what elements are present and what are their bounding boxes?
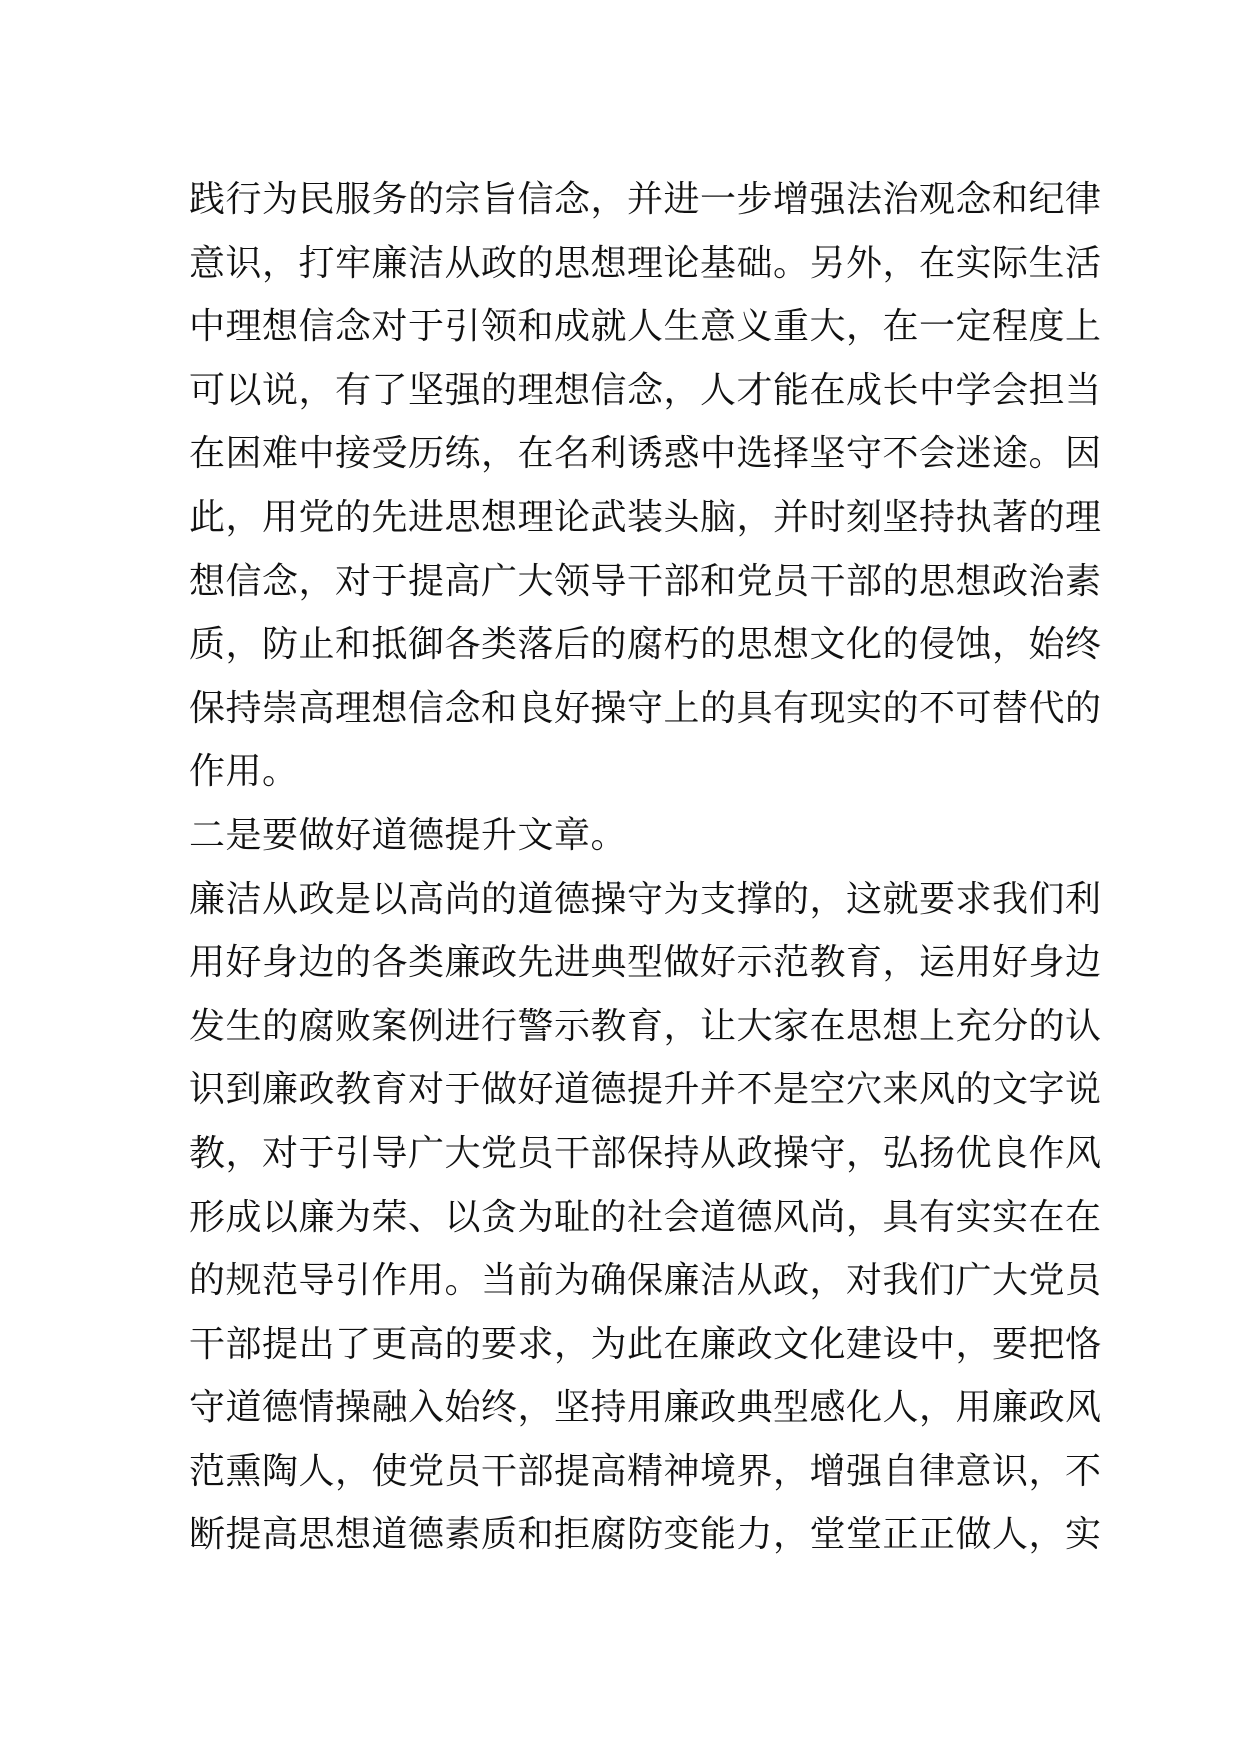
text-line: 意识，打牢廉洁从政的思想理论基础。另外，在实际生活 — [189, 242, 1102, 284]
text-line: 发生的腐败案例进行警示教育，让大家在思想上充分的认 — [189, 1005, 1102, 1047]
text-line: 廉洁从政是以高尚的道德操守为支撑的，这就要求我们利 — [189, 878, 1102, 920]
text-line: 想信念，对于提高广大领导干部和党员干部的思想政治素 — [189, 560, 1102, 602]
text-line: 范熏陶人，使党员干部提高精神境界，增强自律意识，不 — [189, 1450, 1102, 1492]
text-line: 干部提出了更高的要求，为此在廉政文化建设中，要把恪 — [189, 1323, 1102, 1365]
text-line: 中理想信念对于引领和成就人生意义重大，在一定程度上 — [189, 306, 1102, 348]
text-line: 形成以廉为荣、以贪为耻的社会道德风尚，具有实实在在 — [189, 1196, 1102, 1238]
document-body — [189, 168, 1102, 1567]
section-heading: 二是要做好道德提升文章。 — [189, 814, 628, 856]
text-line: 保持崇高理想信念和良好操守上的具有现实的不可替代的 — [189, 687, 1102, 729]
text-line: 的规范导引作用。当前为确保廉洁从政，对我们广大党员 — [189, 1260, 1102, 1302]
text-line: 可以说，有了坚强的理想信念，人才能在成长中学会担当 — [189, 369, 1102, 411]
text-line: 作用。 — [189, 751, 299, 793]
text-line: 在困难中接受历练，在名利诱惑中选择坚守不会迷途。因 — [189, 433, 1102, 475]
text-line: 践行为民服务的宗旨信念，并进一步增强法治观念和纪律 — [189, 179, 1102, 220]
text-line: 断提高思想道德素质和拒腐防变能力，堂堂正正做人，实 — [189, 1514, 1102, 1556]
text-line: 用好身边的各类廉政先进典型做好示范教育，运用好身边 — [189, 942, 1102, 984]
text-line: 守道德情操融入始终，坚持用廉政典型感化人，用廉政风 — [189, 1387, 1102, 1429]
text-line: 质，防止和抵御各类落后的腐朽的思想文化的侵蚀，始终 — [189, 624, 1102, 666]
text-line: 识到廉政教育对于做好道德提升并不是空穴来风的文字说 — [189, 1069, 1102, 1111]
text-line: 教，对于引导广大党员干部保持从政操守，弘扬优良作风 — [189, 1132, 1102, 1174]
text-line: 此，用党的先进思想理论武装头脑，并时刻坚持执著的理 — [189, 496, 1102, 538]
